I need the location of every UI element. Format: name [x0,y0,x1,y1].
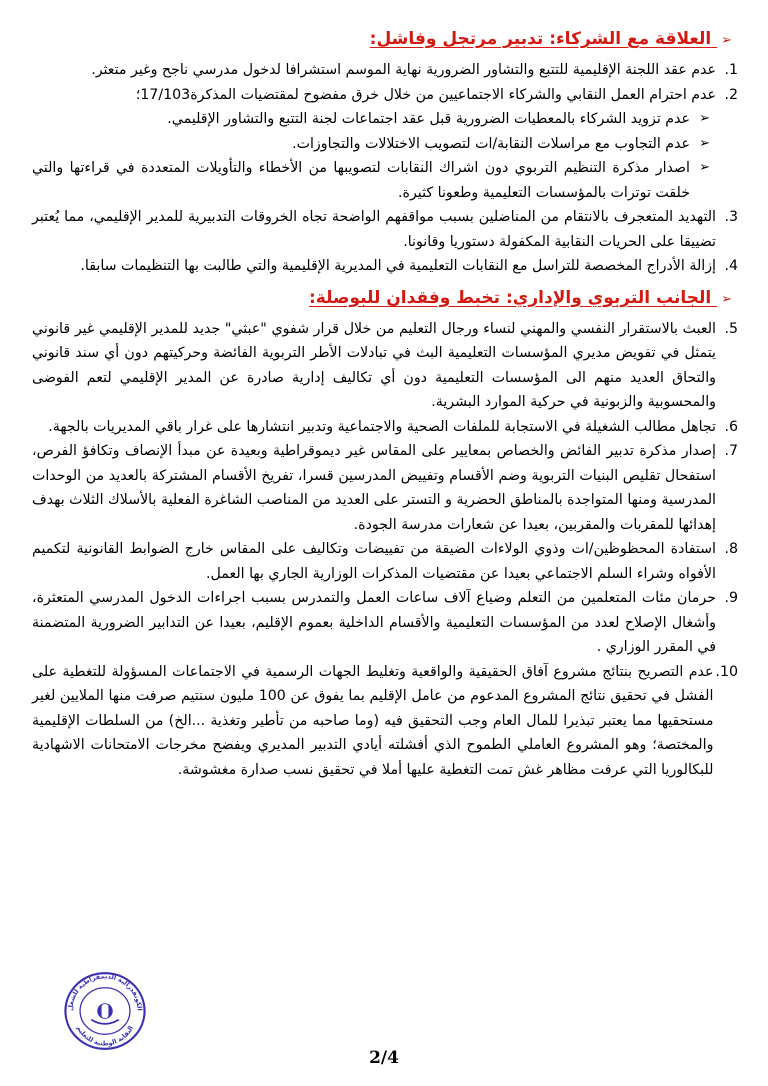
section-heading-text: الجانب التربوي والإداري: تخبط وفقدان للبوصلة: [308,287,712,308]
sub-list-item [32,107,738,132]
seal-text-bottom: النقابة الوطنية للتعليم [74,1024,136,1048]
item-text: تجاهل مطالب الشغيلة في الاستجابة للملفات الصحية والاجتماعية وتدبير انتشارها على غرار باقي المديريات بالجهة. [48,418,716,435]
list-item [32,660,738,783]
list-item [32,317,738,415]
item-number: 10. [715,663,738,680]
page-number: 2/4 [369,1048,399,1068]
arrow-bullet-icon: ➢ [699,111,710,126]
seal-text-top: الكونفدرالية الديمقراطية للشغل [66,972,144,1012]
item-number: 9. [724,590,738,606]
item-number: 1. [724,62,738,78]
item-number: 4. [724,258,738,274]
arrow-bullet-icon: ➢ [699,135,710,151]
item-text: عدم احترام العمل النقابي والشركاء الاجتماعيين من خلال خرق مفضوح لمقتضيات المذكرة17/103؛ [135,86,716,103]
item-number: 2. [724,86,738,103]
arrow-bullet-icon: ➢ [699,160,710,175]
item-number: 6. [724,418,738,435]
list-item [32,439,738,537]
item-text: التهديد المتعجرف بالانتقام من المناضلين بسبب مواقفهم الواضحة تجاه الخروقات التدبيرية للمدير الإقليمي، مما يُعتبر تضييقا على الحريات النقابية المكفولة دستوريا وقانونا. [32,209,716,250]
item-number: 5. [724,320,738,337]
sub-item-text: عدم التجاوب مع مراسلات النقابة/ات لتصويب الاختلالات والتجاوزات. [292,135,690,152]
list-item [32,254,738,279]
document-body [32,26,738,782]
list-item [32,205,738,254]
sub-item-text: اصدار مذكرة التنظيم التربوي دون اشراك النقابات لتصويبها من الأخطاء والتأويلات المتعددة في قراءتها والتي خلقت توترات بالمؤسسات التعليمية وطعونا كثيرة. [32,160,690,201]
sub-item-text: عدم تزويد الشركاء بالمعطيات الضرورية قبل عقد اجتماعات لجنة التتبع والتشاور الإقليمي. [167,111,690,127]
arrow-bullet-icon: ➢ [721,33,732,48]
item-number: 3. [724,209,738,225]
sub-list-item [32,132,738,157]
item-text: إصدار مذكرة تدبير الفائض والخصاص بمعايير على المقاس غير ديموقراطية وبعيدة عن مبدأ الإنصاف وتكافؤ الفرص، استفحال تقليص البنيات التربوية وضم الأقسام وتفييض المدرسين قسرا، تفريخ الأقسام المشتركة بالعديد من الوحدات المدرسية ومنها المتواجدة بالمناطق الحضرية و التستر على العديد من المناصب الشاغرة الفعلية بالأسلاك الثلاث بهدف إهدائها للمقربات والمقربين، بعيدا عن شعارات مدرسة الجودة. [32,443,716,533]
item-text: العبث بالاستقرار النفسي والمهني لنساء ورجال التعليم من خلال قرار شفوي "عبثي" جديد للمدير الإقليمي غير قانوني يتمثل في تفويض مديري المؤسسات التعليمية البث في تبادلات الأطر التربوية الفائضة وحركيتهم دون أي سند قانوني والتحاق العديد منهم الى المؤسسات التعليمية دون أي تكاليف إدارية صادرة عن المدير الإقليمي لتعم الفوضى والمحسوبية والزبونية في حركية الموارد البشرية. [32,320,716,410]
item-number: 7. [724,443,738,459]
arrow-bullet-icon: ➢ [721,291,732,307]
item-text: إزالة الأدراج المخصصة للتراسل مع النقابات التعليمية في المديرية الإقليمية والتي طالبت بها التنظيمات سابقا. [80,258,716,274]
sub-list-item [32,156,738,205]
item-text: استفادة المحظوظين/ات وذوي الولاءات الضيقة من تفييضات وتكاليف على المقاس خارج الضوابط القانونية لتكميم الأفواه وشراء السلم الاجتماعي بعيدا عن مقتضيات المذكرات الوزارية الجاري بها العمل. [32,541,716,582]
union-seal-icon [62,968,148,1054]
section-heading-text: العلاقة مع الشركاء: تدبير مرتجل وفاشل: [369,29,712,49]
item-text: حرمان مئات المتعلمين من التعلم وضياع آلاف ساعات العمل والتمدرس بسبب اجراءات الدخول المدرسي المتعثرة، وأشغال الإصلاح لعدد من المؤسسات التعليمية والأقسام الداخلية بعموم الإقليم، بعيدا عن التدابير الضرورية المتضمنة في المقرر الوزاري . [32,590,716,655]
list-item [32,537,738,586]
list-item [32,415,738,440]
item-number: 8. [724,541,738,557]
list-item [32,586,738,660]
item-text: عدم عقد اللجنة الإقليمية للتتبع والتشاور الضرورية نهاية الموسم استشرافا لدخول مدرسي ناجح وغير متعثر. [91,62,716,78]
section-heading-partners [32,26,738,54]
list-item [32,58,738,83]
list-item [32,83,738,108]
section-heading-pedagogical [32,285,738,313]
item-text: عدم التصريح بنتائج مشروع آفاق الحقيقية والواقعية وتغليط الجهات الرسمية في الاجتماعات المسؤولة للتغطية على الفشل في تحقيق نتائج المشروع المدعوم من عامل الإقليم بما يفوق عن 100 مليون سنتيم صرفت منها الملايين لغير مستحقيها مما يعتبر تبذيرا للمال العام وجب التحقيق فيه (وما صاحبه من تأطير وتغذية ...الخ) من السلطات الإقليمية والمختصة؛ وهو المشروع العاملي الطموح الذي أفشلته أيادي التدبير المديري ويفضح مخرجات الامتحانات الاشهادية للبكالوريا التي عرفت مظاهر غش تمت التغطية عليها أملا في تحقيق نسب صدارة مغشوشة. [32,663,714,778]
